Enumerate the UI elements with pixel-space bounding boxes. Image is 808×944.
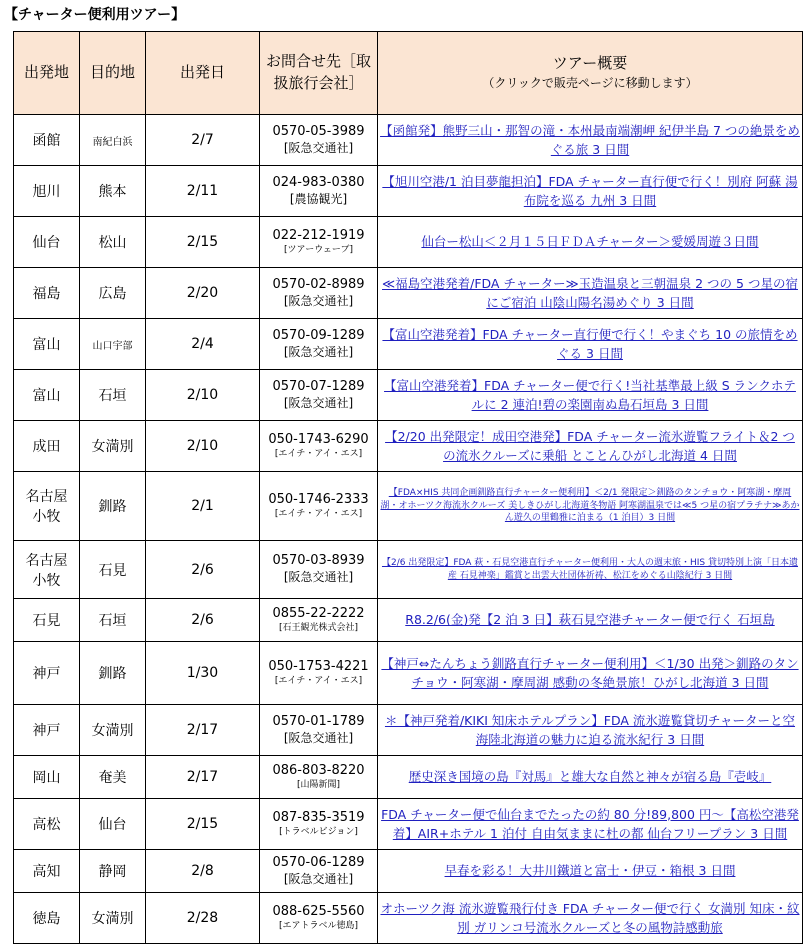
- date-cell: 2/28: [146, 893, 260, 944]
- contact-phone: 087-835-3519: [272, 809, 365, 825]
- contact-agency: [農協観光]: [289, 191, 348, 206]
- table-row: [14, 799, 803, 850]
- contact-cell: [260, 642, 378, 705]
- date-cell: 1/30: [146, 642, 260, 705]
- tour-summary-link[interactable]: 【神戸⇔たんちょう釧路直行チャーター便利用】＜1/30 出発＞釧路のタンチョウ・阿寒湖・摩周湖 感動の冬絶景旅！ひがし北海道 3 日間: [381, 655, 799, 690]
- tour-summary-link[interactable]: 歴史深き国境の島『対馬』と雄大な自然と神々が宿る島『壱岐』: [408, 769, 772, 785]
- contact-cell: [260, 115, 378, 166]
- tour-summary-link[interactable]: 【FDA×HIS 共同企画釧路直行チャーター便利用】＜2/1 発限定＞釧路のタンチョウ・阿寒湖・摩周湖・オホーツク海流氷クルーズ 美しきひがし北海道冬物語 阿寒湖温泉では≪5 つ星の宿プラチナ≫あかん遊久の里鶴雅に泊まる（1 泊目）3 日間: [380, 488, 800, 524]
- contact-agency: [阪急交通社]: [283, 293, 354, 308]
- contact-agency: [阪急交通社]: [283, 344, 354, 359]
- destination-cell: 静岡: [80, 850, 146, 893]
- tour-summary-link[interactable]: R8.2/6(金)発【2 泊 3 日】萩石見空港チャーター便で行く 石垣島: [405, 612, 775, 628]
- contact-phone: 0570-03-8939: [272, 553, 365, 569]
- summary-cell: [378, 599, 803, 642]
- tour-summary-link[interactable]: ≪福島空港発着/FDA チャーター≫玉造温泉と三朝温泉 2 つの 5 つ星の宿にご宿泊 山陰山陽名湯めぐり 3 日間: [382, 275, 798, 310]
- departure-cell: 名古屋 小牧: [14, 472, 80, 541]
- summary-cell: [378, 893, 803, 944]
- table-row: [14, 370, 803, 421]
- contact-phone: 0570-02-8989: [272, 276, 365, 292]
- departure-cell: 神戸: [14, 642, 80, 705]
- date-cell: 2/6: [146, 541, 260, 599]
- table-row: [14, 893, 803, 944]
- table-row: [14, 850, 803, 893]
- destination-cell: 奄美: [80, 756, 146, 799]
- summary-cell: [378, 541, 803, 599]
- contact-agency: [山陽新聞]: [296, 779, 341, 790]
- contact-agency: [エイチ・アイ・エス]: [274, 508, 363, 519]
- destination-cell: 広島: [80, 268, 146, 319]
- departure-cell: 仙台: [14, 217, 80, 268]
- contact-agency: [石王観光株式会社]: [278, 622, 359, 633]
- summary-cell: [378, 319, 803, 370]
- tour-summary-link[interactable]: 【函館発】熊野三山・那智の滝・本州最南端潮岬 紀伊半島 7 つの絶景をめぐる旅 3 日間: [380, 122, 800, 157]
- contact-cell: [260, 893, 378, 944]
- departure-cell: 岡山: [14, 756, 80, 799]
- table-row: [14, 319, 803, 370]
- date-cell: 2/15: [146, 217, 260, 268]
- contact-phone: 0570-01-1789: [272, 713, 365, 729]
- departure-cell: 石見: [14, 599, 80, 642]
- header-destination: 目的地: [80, 32, 146, 115]
- summary-cell: [378, 421, 803, 472]
- destination-cell: 石垣: [80, 370, 146, 421]
- destination-cell: 石見: [80, 541, 146, 599]
- tour-summary-link[interactable]: 【2/20 出発限定！成田空港発】FDA チャーター流氷遊覧フライト＆2 つの流氷クルーズに乗船 とことんひがし北海道 4 日間: [385, 428, 795, 463]
- table-row: [14, 642, 803, 705]
- table-row: [14, 756, 803, 799]
- summary-cell: [378, 166, 803, 217]
- summary-cell: [378, 756, 803, 799]
- contact-phone: 0570-05-3989: [272, 123, 365, 139]
- destination-cell: 女満別: [80, 421, 146, 472]
- table-row: [14, 541, 803, 599]
- departure-cell: 名古屋 小牧: [14, 541, 80, 599]
- contact-phone: 0570-06-1289: [272, 854, 365, 870]
- destination-cell: 南紀白浜: [80, 115, 146, 166]
- destination-cell: 仙台: [80, 799, 146, 850]
- contact-cell: [260, 421, 378, 472]
- departure-cell: 成田: [14, 421, 80, 472]
- date-cell: 2/17: [146, 756, 260, 799]
- date-cell: 2/11: [146, 166, 260, 217]
- departure-cell: 高松: [14, 799, 80, 850]
- table-row: [14, 166, 803, 217]
- date-cell: 2/4: [146, 319, 260, 370]
- date-cell: 2/10: [146, 370, 260, 421]
- table-row: [14, 421, 803, 472]
- departure-cell: 函館: [14, 115, 80, 166]
- contact-phone: 0570-09-1289: [272, 327, 365, 343]
- summary-cell: [378, 850, 803, 893]
- summary-cell: [378, 217, 803, 268]
- date-cell: 2/1: [146, 472, 260, 541]
- destination-cell: 松山: [80, 217, 146, 268]
- contact-agency: [阪急交通社]: [283, 570, 354, 585]
- tour-summary-link[interactable]: 【富山空港発着】FDA チャーター便で行く!当社基準最上級 S ランクホテルに 2 連泊!碧の楽園南ぬ島石垣島 3 日間: [384, 377, 796, 412]
- summary-cell: [378, 642, 803, 705]
- tour-summary-link[interactable]: 【旭川空港/1 泊目夢龍担泊】FDA チャーター直行便で行く！別府 阿蘇 湯布院を巡る 九州 3 日間: [382, 173, 798, 208]
- tour-summary-link[interactable]: ＊【神戸発着/KIKI 知床ホテルプラン】FDA 流氷遊覧貸切チャーターと空海陸北海道の魅力に迫る流氷紀行 3 日間: [384, 712, 796, 747]
- header-row: [14, 32, 803, 115]
- destination-cell: 女満別: [80, 893, 146, 944]
- contact-phone: 0855-22-2222: [272, 605, 365, 621]
- departure-cell: 富山: [14, 319, 80, 370]
- destination-cell: 山口宇部: [80, 319, 146, 370]
- contact-phone: 088-625-5560: [272, 903, 365, 919]
- date-cell: 2/7: [146, 115, 260, 166]
- header-date: 出発日: [146, 32, 260, 115]
- date-cell: 2/10: [146, 421, 260, 472]
- summary-cell: [378, 370, 803, 421]
- contact-cell: [260, 370, 378, 421]
- contact-agency: [エイチ・アイ・エス]: [274, 675, 363, 686]
- contact-cell: [260, 599, 378, 642]
- contact-agency: [阪急交通社]: [283, 730, 354, 745]
- contact-agency: [エイチ・アイ・エス]: [274, 448, 363, 459]
- contact-cell: [260, 850, 378, 893]
- contact-cell: [260, 756, 378, 799]
- date-cell: 2/15: [146, 799, 260, 850]
- departure-cell: 福島: [14, 268, 80, 319]
- summary-cell: [378, 799, 803, 850]
- contact-cell: [260, 541, 378, 599]
- departure-cell: 富山: [14, 370, 80, 421]
- departure-cell: 高知: [14, 850, 80, 893]
- date-cell: 2/6: [146, 599, 260, 642]
- table-row: [14, 268, 803, 319]
- tour-summary-link[interactable]: FDA チャーター便で仙台までたったの約 80 分!89,800 円～【高松空港発着】AIR+ホテル 1 泊付 自由気ままに杜の都 仙台フリープラン 3 日間: [381, 806, 799, 841]
- destination-cell: 石垣: [80, 599, 146, 642]
- contact-cell: [260, 319, 378, 370]
- summary-cell: [378, 472, 803, 541]
- date-cell: 2/20: [146, 268, 260, 319]
- contact-cell: [260, 472, 378, 541]
- tour-summary-link[interactable]: 早春を彩る！大井川鐵道と富士・伊豆・箱根 3 日間: [444, 863, 736, 879]
- contact-agency: [阪急交通社]: [283, 871, 354, 886]
- contact-cell: [260, 268, 378, 319]
- tour-summary-link[interactable]: 【2/6 出発限定】FDA 萩・石見空港直行チャーター便利用・大人の週末旅・HIS 貸切特別上演「日本遺産 石見神楽」鑑賞と出雲大社団体祈祷、松江をめぐる山陰紀行 3 日間: [381, 557, 799, 581]
- table-row: [14, 599, 803, 642]
- contact-cell: [260, 705, 378, 756]
- departure-cell: 神戸: [14, 705, 80, 756]
- destination-cell: 女満別: [80, 705, 146, 756]
- departure-cell: 徳島: [14, 893, 80, 944]
- header-summary-title: ツアー概要: [552, 54, 628, 73]
- contact-phone: 050-1743-6290: [268, 431, 369, 447]
- summary-cell: [378, 705, 803, 756]
- charter-tour-table: [13, 31, 803, 944]
- contact-phone: 0570-07-1289: [272, 378, 365, 394]
- contact-cell: [260, 166, 378, 217]
- tour-summary-link[interactable]: オホーツク海 流氷遊覧飛行付き FDA チャーター便で行く 女満別 知床・紋別 ガリンコ号流氷クルーズと冬の風物詩感動旅: [380, 900, 800, 935]
- destination-cell: 釧路: [80, 642, 146, 705]
- contact-cell: [260, 799, 378, 850]
- departure-cell: 旭川: [14, 166, 80, 217]
- contact-agency: [阪急交通社]: [283, 395, 354, 410]
- table-row: [14, 472, 803, 541]
- contact-phone: 022-212-1919: [272, 227, 365, 243]
- header-contact: お問合せ先［取扱旅行会社］: [260, 32, 378, 115]
- contact-phone: 086-803-8220: [272, 762, 365, 778]
- table-row: [14, 115, 803, 166]
- summary-cell: [378, 115, 803, 166]
- summary-cell: [378, 268, 803, 319]
- contact-agency: [ツアーウェーブ]: [284, 244, 353, 255]
- tour-summary-link[interactable]: 【富山空港発着】FDA チャーター直行便で行く！やまぐち 10 の旅情をめぐる 3 日間: [382, 326, 798, 361]
- table-row: [14, 217, 803, 268]
- contact-phone: 024-983-0380: [272, 174, 365, 190]
- header-departure: 出発地: [14, 32, 80, 115]
- header-summary: [378, 32, 803, 115]
- destination-cell: 釧路: [80, 472, 146, 541]
- date-cell: 2/8: [146, 850, 260, 893]
- contact-cell: [260, 217, 378, 268]
- table-row: [14, 705, 803, 756]
- contact-phone: 050-1746-2333: [268, 491, 369, 507]
- contact-agency: [阪急交通社]: [283, 140, 354, 155]
- header-summary-subtitle: （クリックで販売ページに移動します）: [482, 76, 698, 91]
- page-title: 【チャーター便利用ツアー】: [4, 7, 186, 23]
- destination-cell: 熊本: [80, 166, 146, 217]
- contact-phone: 050-1753-4221: [268, 658, 369, 674]
- tour-summary-link[interactable]: 仙台ー松山＜２月１５日ＦＤＡチャーター＞愛媛周遊３日間: [421, 234, 759, 250]
- date-cell: 2/17: [146, 705, 260, 756]
- contact-agency: [トラベルビジョン]: [279, 826, 358, 837]
- contact-agency: [エアトラベル徳島]: [278, 920, 359, 931]
